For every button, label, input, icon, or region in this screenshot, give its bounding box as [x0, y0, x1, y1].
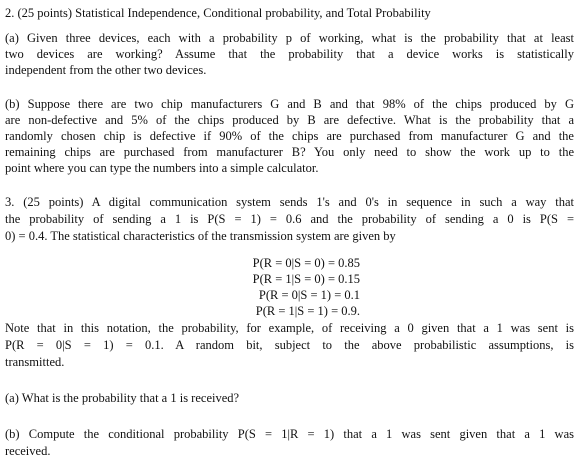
problem-2a-line-2: two devices are working? Assume that the probability that a device works is statistically: [5, 47, 574, 61]
problem-3b-line-1: (b) Compute the conditional probability P(S = 1|R = 1) that a 1 was sent given that a 1 was: [5, 427, 574, 441]
problem-3-intro-line-2: the probability of sending a 1 is P(S = 1) = 0.6 and the probability of sending a 0 is P(S =: [5, 212, 574, 226]
equation-r1-given-s0: P(R = 1|S = 0) = 0.15: [252, 272, 360, 286]
problem-3-note-line-1: Note that in this notation, the probability, for example, of receiving a 0 given that a 1 was sent is: [5, 321, 574, 335]
problem-2b-line-4: remaining chips are purchased from manufacturer B? You only need to show the work up to the: [5, 145, 574, 159]
problem-2b-line-3: randomly chosen chip is defective if 90% of the chips are purchased from manufacturer G and the: [5, 129, 574, 143]
problem-2-title: 2. (25 points) Statistical Independence, Conditional probability, and Total Probability: [5, 6, 431, 20]
equation-r0-given-s1: P(R = 0|S = 1) = 0.1: [258, 288, 360, 302]
equation-r0-given-s0: P(R = 0|S = 0) = 0.85: [252, 256, 360, 270]
problem-2b-line-5: point where you can type the numbers into a simple calculator.: [5, 161, 319, 175]
equation-r1-given-s1: P(R = 1|S = 1) = 0.9.: [255, 304, 360, 318]
problem-2a-line-3: independent from the other two devices.: [5, 63, 207, 77]
problem-2b-line-1: (b) Suppose there are two chip manufacturers G and B and that 98% of the chips produced by G: [5, 97, 574, 111]
problem-2a-line-1: (a) Given three devices, each with a probability p of working, what is the probability that at least: [5, 31, 574, 45]
problem-3b-line-2: received.: [5, 444, 51, 458]
problem-2b-line-2: are non-defective and 5% of the chips produced by B are defective. What is the probability that a: [5, 113, 574, 127]
problem-3-note-line-3: transmitted.: [5, 355, 65, 369]
problem-3-note-line-2: P(R = 0|S = 1) = 0.1. A random bit, subject to the above probabilistic assumptions, is: [5, 338, 574, 352]
problem-3-intro-line-1: 3. (25 points) A digital communication system sends 1's and 0's in sequence in such a way that: [5, 195, 574, 209]
problem-3-intro-line-3: 0) = 0.4. The statistical characteristics of the transmission system are given by: [5, 229, 396, 243]
problem-3a-question: (a) What is the probability that a 1 is received?: [5, 391, 240, 405]
